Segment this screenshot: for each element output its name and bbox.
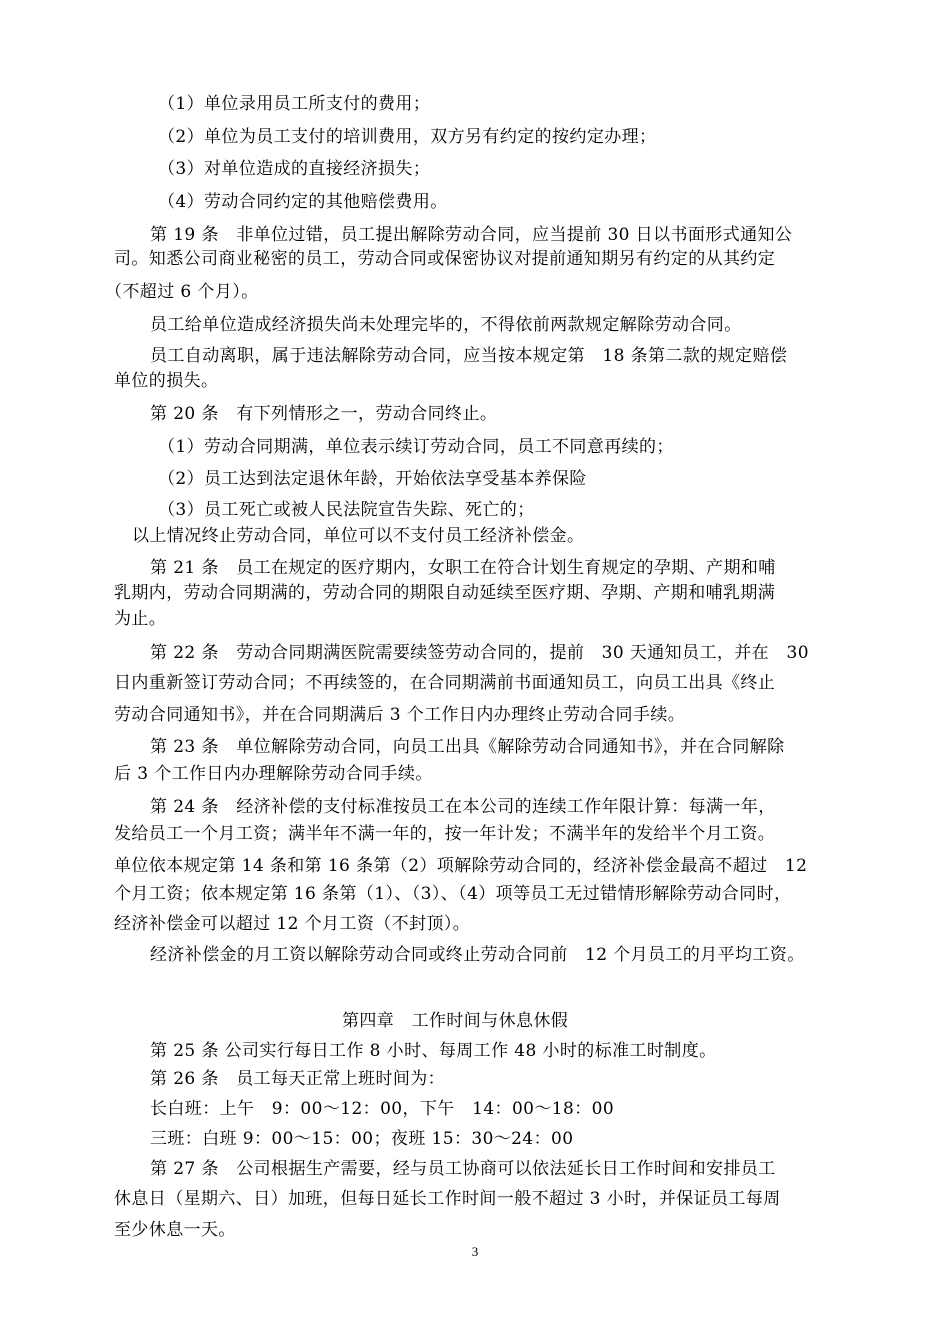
article-27-line-3: 至少休息一天。 (114, 1220, 236, 1240)
schedule-three-shift: 三班：白班 9：00～15：00；夜班 15：30～24：00 (150, 1129, 574, 1149)
article-22-line-3: 劳动合同通知书》，并在合同期满后 3 个工作日内办理终止劳动合同手续。 (114, 705, 686, 725)
article-23-line-2: 后 3 个工作日内办理解除劳动合同手续。 (114, 764, 433, 784)
article-21-line-2: 乳期内，劳动合同期满的，劳动合同的期限自动延续至医疗期、孕期、产期和哺乳期满 (114, 583, 776, 603)
article-24-line-3: 单位依本规定第 14 条和第 16 条第（2）项解除劳动合同的，经济补偿金最高不超过 12 (114, 856, 808, 876)
paragraph-line: 员工给单位造成经济损失尚未处理完毕的，不得依前两款规定解除劳动合同。 (150, 315, 742, 335)
article-22-line-1: 第 22 条 劳动合同期满医院需要续签劳动合同的，提前 30 天通知员工，并在 30 (150, 643, 809, 663)
article-24-line-2: 发给员工一个月工资；满半年不满一年的，按一年计发；不满半年的发给半个月工资。 (114, 824, 776, 844)
paragraph-line: 经济补偿金的月工资以解除劳动合同或终止劳动合同前 12 个月员工的月平均工资。 (150, 945, 805, 965)
paragraph-line: 以上情况终止劳动合同，单位可以不支付员工经济补偿金。 (132, 526, 585, 546)
clause-item-4: （4）劳动合同约定的其他赔偿费用。 (158, 192, 448, 212)
clause-item-1: （1）劳动合同期满，单位表示续订劳动合同，员工不同意再续的； (158, 437, 674, 457)
article-23-line-1: 第 23 条 单位解除劳动合同，向员工出具《解除劳动合同通知书》，并在合同解除 (150, 737, 785, 757)
page-number: 3 (471, 1244, 479, 1259)
article-19-line-2: 司。知悉公司商业秘密的员工，劳动合同或保密协议对提前通知期另有约定的从其约定 (114, 249, 776, 269)
clause-item-3: （3）对单位造成的直接经济损失； (158, 159, 431, 179)
clause-item-3: （3）员工死亡或被人民法院宣告失踪、死亡的； (158, 500, 535, 520)
article-25: 第 25 条 公司实行每日工作 8 小时、每周工作 48 小时的标准工时制度。 (150, 1041, 717, 1061)
paragraph-line: 单位的损失。 (114, 371, 219, 391)
clause-item-2: （2）单位为员工支付的培训费用，双方另有约定的按约定办理； (158, 127, 657, 147)
article-24-line-5: 经济补偿金可以超过 12 个月工资（不封顶）。 (114, 914, 471, 934)
article-22-line-2: 日内重新签订劳动合同；不再续签的，在合同期满前书面通知员工，向员工出具《终止 (114, 673, 776, 693)
article-24-line-4: 个月工资；依本规定第 16 条第（1）、（3）、（4）项等员工无过错情形解除劳动合同时， (114, 884, 792, 904)
article-20-heading: 第 20 条 有下列情形之一，劳动合同终止。 (150, 404, 498, 424)
article-21-line-1: 第 21 条 员工在规定的医疗期内，女职工在符合计划生育规定的孕期、产期和哺 (150, 558, 776, 578)
chapter-heading: 第四章 工作时间与休息休假 (342, 1011, 569, 1031)
article-19-line-3: （不超过 6 个月）。 (105, 282, 259, 302)
article-27-line-1: 第 27 条 公司根据生产需要，经与员工协商可以依法延长日工作时间和安排员工 (150, 1159, 776, 1179)
article-19-line-1: 第 19 条 非单位过错，员工提出解除劳动合同，应当提前 30 日以书面形式通知公 (150, 225, 793, 245)
clause-item-2: （2）员工达到法定退休年龄，开始依法享受基本养保险 (158, 469, 587, 489)
article-21-line-3: 为止。 (114, 609, 167, 629)
article-24-line-1: 第 24 条 经济补偿的支付标准按员工在本公司的连续工作年限计算：每满一年， (150, 797, 776, 817)
article-27-line-2: 休息日（星期六、日）加班，但每日延长工作时间一般不超过 3 小时，并保证员工每周 (114, 1189, 781, 1209)
clause-item-1: （1）单位录用员工所支付的费用； (158, 94, 431, 114)
schedule-day-shift: 长白班：上午 9：00～12：00，下午 14：00～18：00 (150, 1099, 615, 1119)
article-26: 第 26 条 员工每天正常上班时间为： (150, 1069, 446, 1089)
paragraph-line: 员工自动离职，属于违法解除劳动合同，应当按本规定第 18 条第二款的规定赔偿 (150, 346, 788, 366)
